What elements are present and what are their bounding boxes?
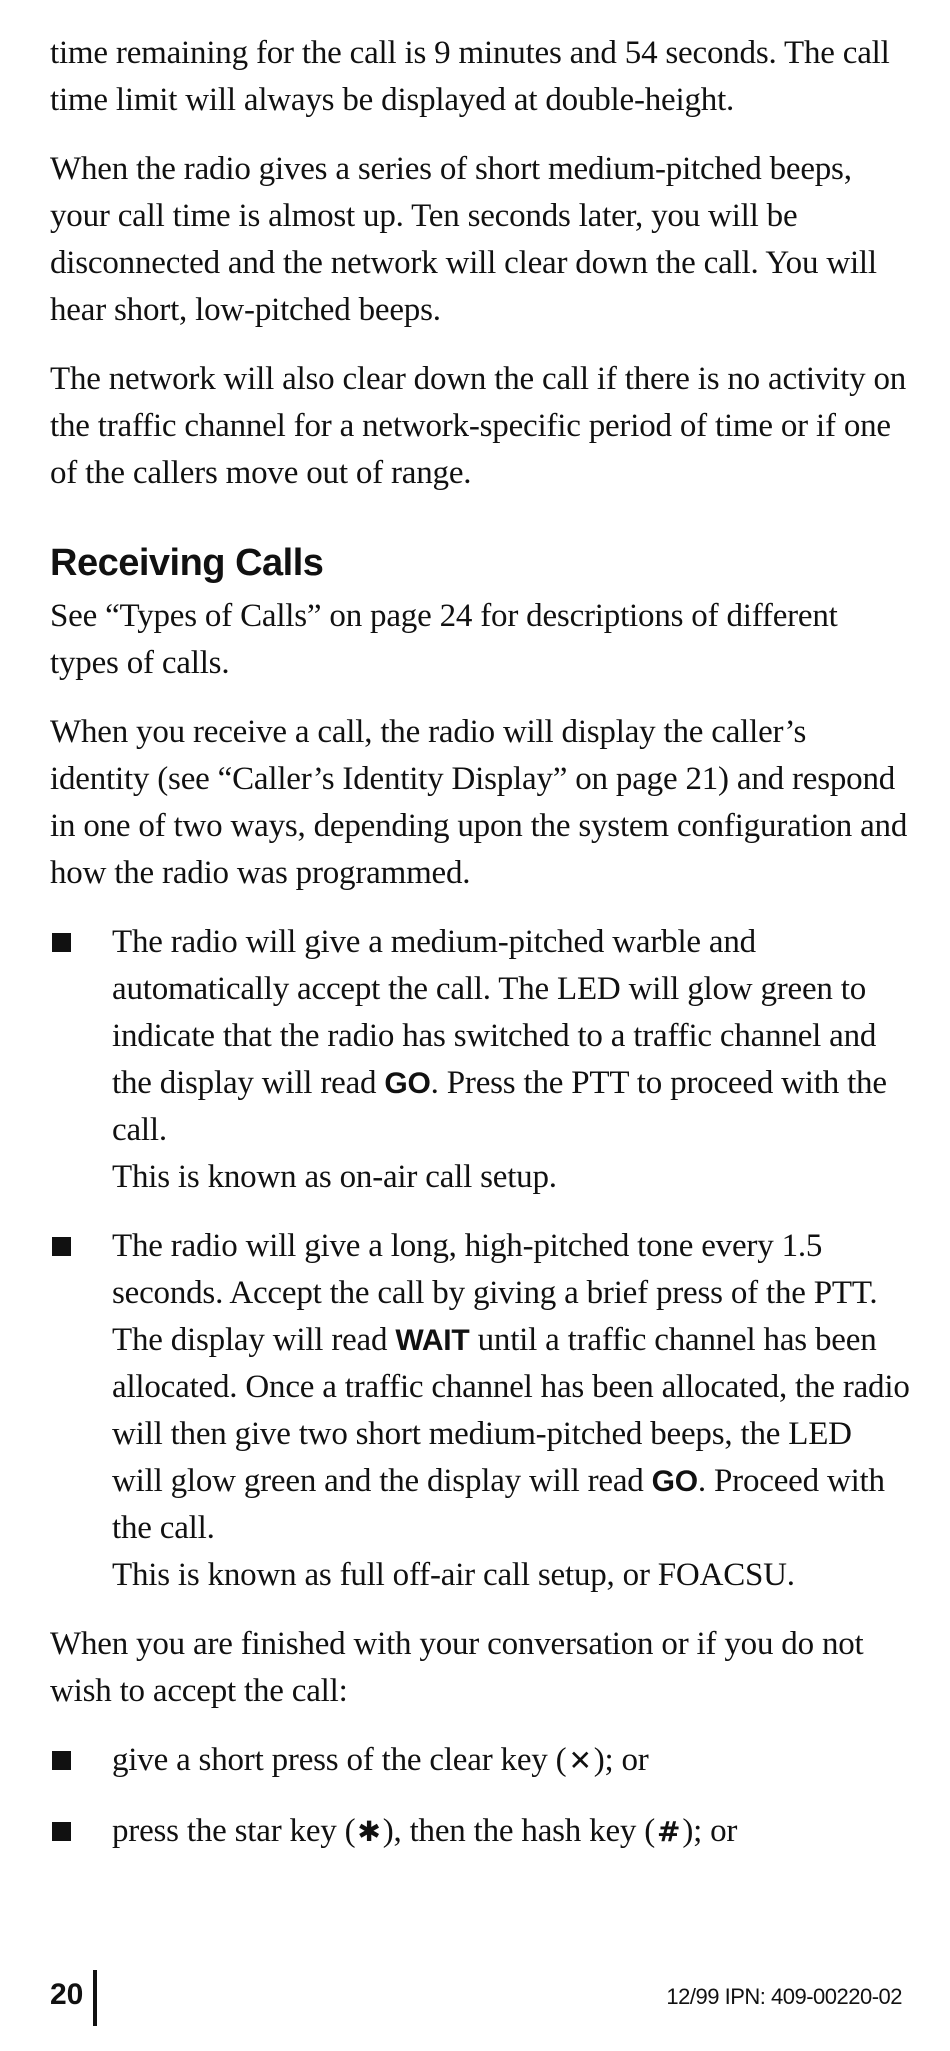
bullet-note: This is known as full off-air call setup, or FOACSU. [112,1557,795,1593]
display-go-label: GO [651,1465,698,1498]
star-key-icon: ✱ [357,1815,381,1848]
bullet-square-icon [52,1822,71,1841]
page-number: 20 [50,1978,84,2011]
bullet-note: This is known as on-air call setup. [112,1159,557,1195]
clear-key-icon: ✕ [568,1744,592,1777]
bullet-text: press the star key (✱), then the hash key (#); or [112,1808,910,1855]
bullet-star-hash-key [50,1808,910,1855]
paragraph-finish-intro: When you are finished with your conversation or if you do not wish to accept the call: [50,1626,864,1709]
display-go-label: GO [384,1067,431,1100]
bullet-on-air-setup [50,919,910,1201]
paragraph-call-time: time remaining for the call is 9 minutes and 54 seconds. The call time limit will always be displayed at double-height. [50,35,890,118]
bullet-square-icon [52,1237,71,1256]
hash-key-icon: # [657,1815,681,1848]
bullet-off-air-setup [50,1223,910,1599]
paragraph-clear-down: The network will also clear down the call if there is no activity on the traffic channel for a network-specific period of time or if one of the callers move out of range. [50,361,907,491]
paragraph-types-ref: See “Types of Calls” on page 24 for descriptions of different types of calls. [50,598,838,681]
section-heading: Receiving Calls [50,542,324,584]
bullet-square-icon [52,933,71,952]
bullet-square-icon [52,1751,71,1770]
bullet-text: The radio will give a long, high-pitched tone every 1.5 seconds. Accept the call by giving a brief press of the PTT. The display will read WAIT until a traffic channel has been allocated. Once a traffic channel has been allocated, the radio will then give two short medium-pitched beeps, the LED will glow green and the display will read GO. Proceed with the call. [112,1228,910,1546]
bullet-clear-key [50,1737,910,1784]
bullet-text: The radio will give a medium-pitched warble and automatically accept the call. The LED will glow green to indicate that the radio has switched to a traffic channel and the display will read GO. Press the PTT to proceed with the call. [112,924,887,1148]
display-wait-label: WAIT [395,1324,470,1357]
page-number-rule [93,1970,97,2026]
document-id: 12/99 IPN: 409-00220-02 [666,1984,902,2009]
manual-page [50,30,910,1879]
paragraph-time-up: When the radio gives a series of short medium-pitched beeps, your call time is almost up. Ten seconds later, you will be disconnected and the network will clear down the call. You will hear short, low-pitched beeps. [50,151,877,328]
page-footer [50,1970,902,2030]
paragraph-receive-call: When you receive a call, the radio will display the caller’s identity (see “Caller’s Identity Display” on page 21) and respond in one of two ways, depending upon the system configuration and how the radio was programmed. [50,714,908,891]
bullet-text: give a short press of the clear key (✕); or [112,1737,910,1784]
